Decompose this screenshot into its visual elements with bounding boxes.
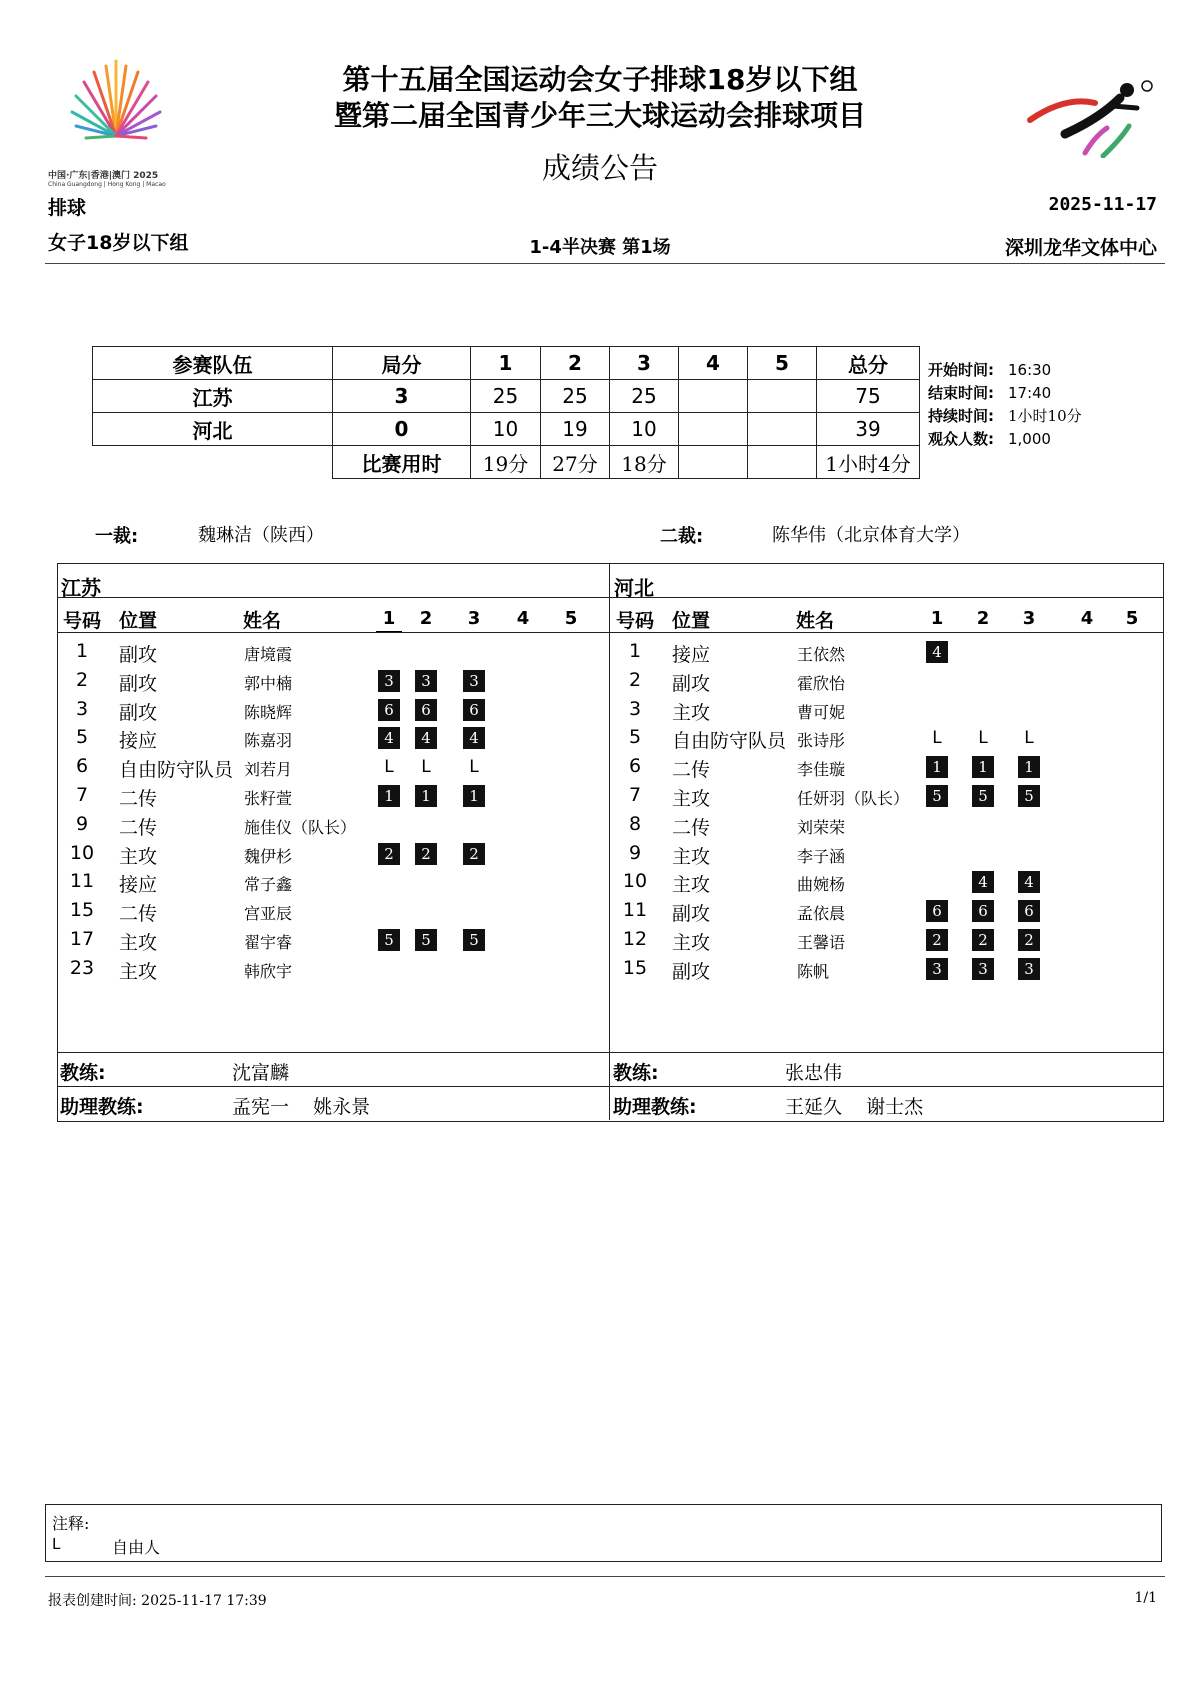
lineup-position-mark: 4	[415, 727, 437, 749]
player-name: 任妍羽（队长）	[797, 789, 910, 808]
set-duration: 27分	[541, 446, 610, 479]
player-name: 王依然	[797, 645, 846, 664]
player-position: 自由防守队员	[119, 759, 234, 782]
player-name: 韩欣宇	[244, 961, 293, 981]
player-number: 15	[622, 956, 648, 979]
set-score: 25	[541, 380, 610, 413]
lineup-position-mark: 6	[463, 699, 485, 721]
libero-mark: L	[469, 757, 479, 778]
player-name: 魏伊杉	[244, 846, 293, 866]
player-number: 5	[628, 726, 642, 749]
score-table	[92, 346, 920, 479]
coach-name: 沈富麟	[232, 1062, 290, 1084]
player-number: 1	[75, 640, 89, 662]
header-set3: 3	[610, 347, 679, 380]
notes-box	[45, 1504, 1162, 1562]
player-number: 6	[628, 755, 642, 778]
first-referee-label: 一裁:	[95, 526, 139, 547]
player-position: 主攻	[672, 845, 711, 868]
set-duration	[748, 446, 817, 479]
player-name: 陈嘉羽	[244, 731, 293, 751]
player-name: 刘若月	[244, 760, 293, 780]
set-duration	[679, 446, 748, 479]
player-position: 主攻	[672, 932, 711, 954]
col-head-name: 姓名	[243, 610, 282, 632]
lineup-position-mark: 3	[415, 670, 437, 692]
second-referee-name: 陈华伟（北京体育大学）	[772, 525, 970, 546]
roster-team-name: 江苏	[61, 576, 101, 600]
player-number: 1	[628, 640, 642, 662]
lineup-position-mark: 1	[378, 785, 400, 807]
player-position: 二传	[119, 903, 158, 926]
player-number: 9	[75, 812, 89, 835]
set-score: 10	[610, 413, 679, 446]
set-score: 10	[471, 413, 541, 446]
player-position: 主攻	[672, 874, 711, 897]
start-time-value: 16:30	[1008, 361, 1052, 379]
lineup-position-mark: 5	[415, 929, 437, 951]
lineup-position-mark: 6	[926, 900, 948, 922]
lineup-position-mark: 2	[972, 929, 994, 951]
player-position: 接应	[119, 730, 158, 753]
col-head-set: 2	[419, 608, 433, 629]
libero-mark: L	[384, 757, 394, 778]
sets-won: 3	[333, 380, 471, 413]
player-name: 陈晓辉	[244, 702, 293, 722]
col-head-set: 5	[1125, 608, 1139, 629]
lineup-position-mark: 2	[463, 843, 485, 865]
col-head-position: 位置	[119, 610, 158, 632]
col-head-set: 1	[382, 608, 396, 629]
total-score: 39	[817, 413, 920, 446]
assistant-coach-label: 助理教练:	[613, 1096, 697, 1118]
set-score	[679, 380, 748, 413]
notes-label: 注释:	[52, 1514, 90, 1533]
player-name: 王馨语	[797, 933, 846, 952]
spectators	[928, 428, 1051, 449]
player-position: 副攻	[119, 644, 158, 666]
player-number: 2	[75, 668, 89, 691]
player-name: 李子涵	[797, 846, 846, 866]
duration-row	[93, 446, 920, 479]
end-time	[928, 382, 1051, 403]
col-head-set: 3	[467, 608, 481, 629]
player-number: 11	[622, 899, 648, 922]
end-time-value: 17:40	[1008, 384, 1052, 402]
header-sets: 局分	[333, 347, 471, 380]
player-number: 7	[628, 784, 642, 806]
player-name: 霍欣怡	[797, 673, 846, 693]
lineup-position-mark: 1	[415, 785, 437, 807]
lineup-position-mark: 3	[1018, 958, 1040, 980]
player-name: 唐境霞	[244, 645, 293, 664]
coach-name: 张忠伟	[785, 1062, 843, 1084]
player-name: 施佳仪（队长）	[244, 817, 357, 837]
lineup-position-mark: 5	[926, 785, 948, 807]
set-duration: 19分	[471, 446, 541, 479]
start-time-label: 开始时间:	[928, 361, 994, 379]
volleyball-player-icon	[1025, 78, 1155, 158]
notes-key: L	[52, 1535, 61, 1553]
lineup-position-mark: 1	[1018, 756, 1040, 778]
set-score: 25	[610, 380, 679, 413]
player-number: 10	[69, 841, 95, 864]
player-number: 8	[628, 812, 642, 835]
col-head-set: 4	[1080, 608, 1094, 629]
player-number: 9	[628, 841, 642, 864]
page-title: 成绩公告	[541, 151, 658, 185]
player-position: 主攻	[119, 932, 158, 954]
start-time	[928, 359, 1051, 380]
lineup-position-mark: 3	[972, 958, 994, 980]
lineup-position-mark: 5	[378, 929, 400, 951]
lineup-position-mark: 5	[1018, 785, 1040, 807]
header-total: 总分	[817, 347, 920, 380]
lineup-position-mark: 2	[378, 843, 400, 865]
sets-won: 0	[333, 413, 471, 446]
lineup-position-mark: 1	[972, 756, 994, 778]
col-head-set: 1	[930, 608, 944, 629]
col-head-name: 姓名	[796, 610, 835, 632]
player-position: 副攻	[672, 960, 711, 983]
set-score: 25	[471, 380, 541, 413]
col-head-set: 2	[976, 608, 990, 629]
player-position: 自由防守队员	[672, 730, 787, 753]
team-name: 河北	[93, 413, 333, 446]
libero-mark: L	[421, 757, 431, 778]
lineup-position-mark: 6	[415, 699, 437, 721]
set-score	[679, 413, 748, 446]
round-label: 1-4半决赛 第1场	[529, 237, 671, 258]
col-head-number: 号码	[63, 610, 102, 632]
lineup-position-mark: 5	[972, 785, 994, 807]
logo-caption-en: China Guangdong | Hong Kong | Macao	[48, 181, 166, 188]
lineup-position-mark: 3	[378, 670, 400, 692]
header-set1: 1	[471, 347, 541, 380]
player-position: 主攻	[119, 960, 158, 983]
spectators-label: 观众人数:	[928, 430, 994, 448]
player-number: 15	[69, 899, 95, 922]
notes-meaning: 自由人	[112, 1538, 161, 1557]
player-position: 主攻	[119, 845, 158, 868]
player-position: 接应	[672, 644, 711, 666]
duration-label: 比赛用时	[333, 446, 471, 479]
col-head-set: 5	[564, 608, 578, 629]
duration-value: 1小时10分	[1008, 407, 1082, 425]
player-position: 二传	[672, 759, 711, 782]
player-number: 10	[622, 870, 648, 893]
assistant-coach-label: 助理教练:	[60, 1096, 144, 1118]
player-number: 17	[69, 928, 95, 950]
volleyball-pictogram	[1025, 78, 1155, 158]
player-position: 二传	[119, 816, 158, 839]
set-score	[748, 413, 817, 446]
page-number: 1/1	[1134, 1590, 1157, 1606]
player-position: 二传	[672, 816, 711, 839]
logo-caption: 中国·广东|香港|澳门 2025	[48, 171, 159, 181]
col-head-set: 3	[1022, 608, 1036, 629]
footer-divider	[45, 1576, 1165, 1577]
score-row	[93, 380, 920, 413]
lineup-position-mark: 2	[926, 929, 948, 951]
player-number: 11	[69, 870, 95, 893]
spectators-value: 1,000	[1008, 430, 1051, 448]
lineup-position-mark: 3	[926, 958, 948, 980]
player-position: 副攻	[119, 701, 158, 724]
roster-title-line	[57, 597, 1164, 598]
player-number: 3	[628, 697, 642, 720]
second-referee-label: 二裁:	[660, 526, 704, 547]
first-referee-name: 魏琳洁（陕西）	[198, 525, 324, 546]
lineup-position-mark: 4	[378, 727, 400, 749]
lineup-position-mark: 5	[463, 929, 485, 951]
player-number: 3	[75, 697, 89, 720]
assistant-coach-names: 王延久 谢士杰	[785, 1096, 924, 1118]
player-position: 主攻	[672, 788, 711, 810]
header-set4: 4	[679, 347, 748, 380]
lineup-position-mark: 2	[415, 843, 437, 865]
player-name: 曹可妮	[797, 702, 846, 722]
lineup-position-mark: 1	[926, 756, 948, 778]
header-set2: 2	[541, 347, 610, 380]
score-row	[93, 413, 920, 446]
set-score	[748, 380, 817, 413]
player-position: 副攻	[672, 672, 711, 695]
total-duration: 1小时4分	[817, 446, 920, 479]
player-name: 常子鑫	[244, 875, 293, 895]
player-number: 6	[75, 755, 89, 778]
team-name: 江苏	[93, 380, 333, 413]
roster-team-name: 河北	[614, 576, 654, 600]
duration-label: 持续时间:	[928, 407, 994, 425]
set-score: 19	[541, 413, 610, 446]
col-head-position: 位置	[672, 610, 711, 632]
col-head-number: 号码	[616, 610, 655, 632]
header-team: 参赛队伍	[93, 347, 333, 380]
player-name: 翟宇睿	[244, 933, 293, 952]
header-set5: 5	[748, 347, 817, 380]
player-name: 宫亚辰	[244, 904, 293, 924]
report-created: 报表创建时间: 2025-11-17 17:39	[48, 1593, 267, 1609]
lineup-position-mark: 4	[972, 871, 994, 893]
set-underline	[376, 631, 402, 632]
col-head-set: 4	[516, 608, 530, 629]
venue-label: 深圳龙华文体中心	[1004, 237, 1157, 259]
player-position: 主攻	[672, 701, 711, 724]
libero-mark: L	[1024, 728, 1034, 749]
coach-line-mid	[57, 1086, 1164, 1087]
player-number: 7	[75, 784, 89, 806]
player-name: 张诗彤	[797, 731, 846, 751]
player-number: 2	[628, 668, 642, 691]
player-number: 5	[75, 726, 89, 749]
assistant-coach-names: 孟宪一 姚永景	[232, 1096, 371, 1118]
lineup-position-mark: 6	[972, 900, 994, 922]
libero-mark: L	[978, 728, 988, 749]
player-name: 孟依晨	[797, 904, 846, 924]
sport-label: 排球	[48, 197, 87, 219]
player-name: 李佳璇	[797, 760, 846, 780]
lineup-position-mark: 4	[463, 727, 485, 749]
coach-line-top	[57, 1052, 1164, 1053]
lineup-position-mark: 2	[1018, 929, 1040, 951]
libero-mark: L	[932, 728, 942, 749]
lineup-position-mark: 4	[1018, 871, 1040, 893]
lineup-position-mark: 6	[1018, 900, 1040, 922]
lineup-position-mark: 1	[463, 785, 485, 807]
player-name: 张籽萱	[244, 789, 293, 808]
category-label: 女子18岁以下组	[48, 232, 189, 254]
end-time-label: 结束时间:	[928, 384, 994, 402]
coach-label: 教练:	[60, 1062, 106, 1084]
total-score: 75	[817, 380, 920, 413]
player-number: 12	[622, 928, 648, 950]
lineup-position-mark: 3	[463, 670, 485, 692]
player-name: 刘荣荣	[797, 817, 846, 837]
lineup-position-mark: 4	[926, 641, 948, 663]
match-date: 2025-11-17	[1048, 194, 1157, 215]
player-name: 曲婉杨	[797, 875, 846, 895]
lineup-position-mark: 6	[378, 699, 400, 721]
player-number: 23	[69, 956, 95, 979]
header-divider	[45, 263, 1165, 264]
player-position: 副攻	[119, 672, 158, 695]
player-position: 接应	[119, 874, 158, 897]
player-position: 副攻	[672, 903, 711, 926]
title-line2: 暨第二届全国青少年三大球运动会排球项目	[333, 99, 866, 132]
player-position: 二传	[119, 788, 158, 810]
title-line1: 第十五届全国运动会女子排球18岁以下组	[342, 63, 858, 96]
coach-label: 教练:	[613, 1062, 659, 1084]
set-duration: 18分	[610, 446, 679, 479]
player-name: 陈帆	[797, 961, 830, 981]
roster-header-line	[57, 632, 1164, 633]
player-name: 郭中楠	[244, 673, 293, 693]
match-duration	[928, 405, 1082, 426]
score-header-row	[93, 347, 920, 380]
